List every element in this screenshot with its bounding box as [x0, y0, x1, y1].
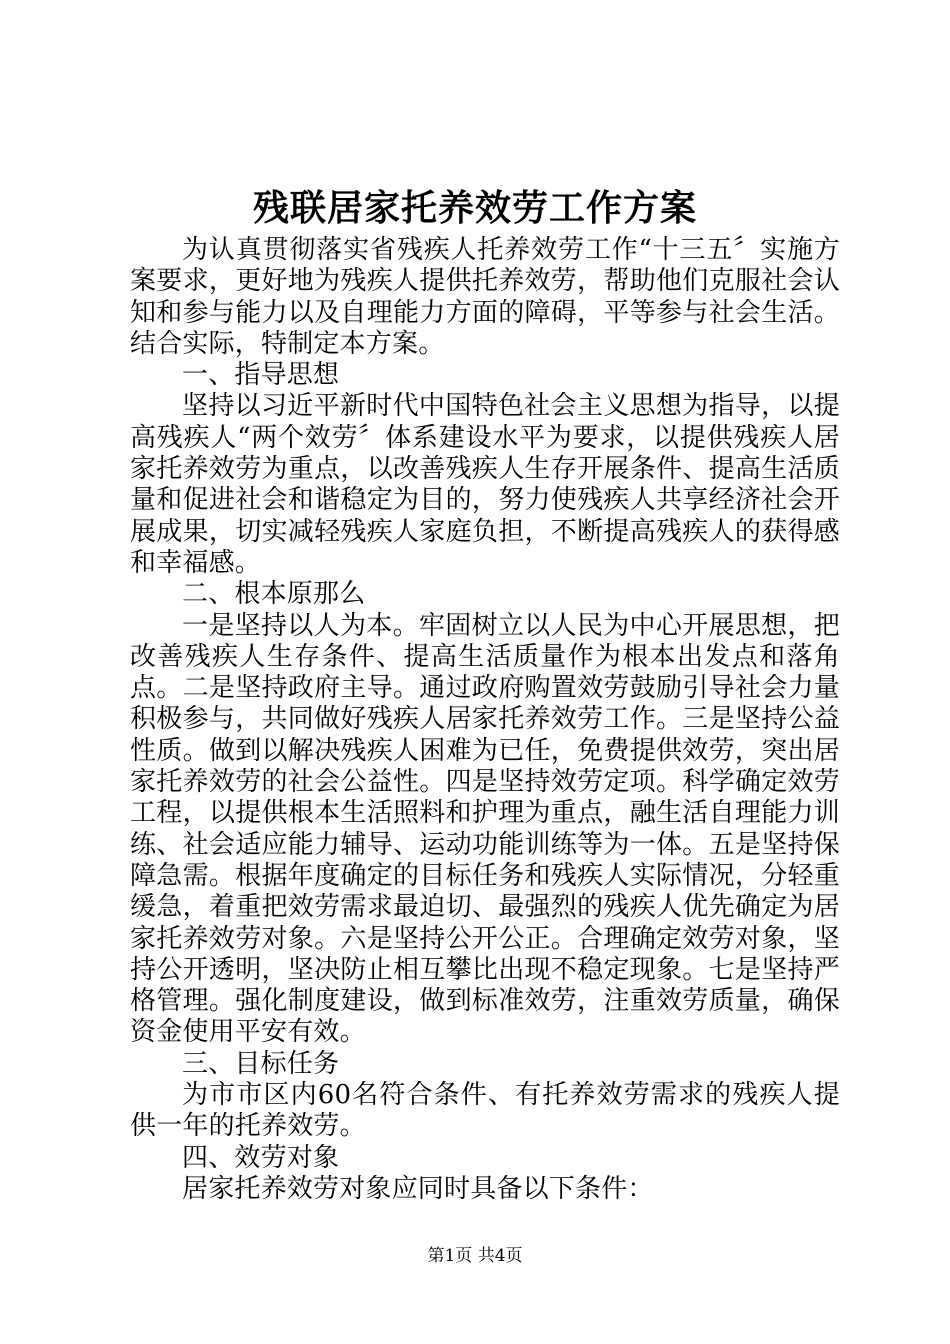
document-body — [130, 235, 840, 1205]
section-heading-principles: 二、根本原那么 — [182, 579, 366, 610]
section-heading-guiding-thought: 一、指导思想 — [182, 360, 340, 391]
service-targets-paragraph: 居家托养效劳对象应同时具备以下条件： — [182, 1173, 654, 1204]
document-title: 残联居家托养效劳工作方案 — [252, 187, 697, 229]
principles-paragraph: 一是坚持以人为本。牢固树立以人民为中心开展思想，把改善残疾人生存条件、提高生活质量作为根本出发点和落角点。二是坚持政府主导。通过政府购置效劳鼓励引导社会力量积极参与，共同做好残疾人居家托养效劳工作。三是坚持公益性质。做到以解决残疾人困难为已任，免费提供效劳，突出居家托养效劳的社会公益性。四是坚持效劳定项。科学确定效劳工程，以提供根本生活照料和护理为重点，融生活自理能力训练、社会适应能力辅导、运动功能训练等为一体。五是坚持保障急需。根据年度确定的目标任务和残疾人实际情况，分轻重缓急，着重把效劳需求最迫切、最强烈的残疾人优先确定为居家托养效劳对象。六是坚持公开公正。合理确定效劳对象，坚持公开透明，坚决防止相互攀比出现不稳定现象。七是坚持严格管理。强化制度建设，做到标准效劳，注重效劳质量，确保资金使用平安有效。 — [130, 610, 840, 1048]
section-heading-service-targets: 四、效劳对象 — [182, 1142, 340, 1173]
page-number-footer: 第1页 共4页 — [427, 1246, 523, 1266]
intro-paragraph: 为认真贯彻落实省残疾人托养效劳工作“十三五〞实施方案要求，更好地为残疾人提供托养效劳，帮助他们克服社会认知和参与能力以及自理能力方面的障碍，平等参与社会生活。结合实际，特制定本方案。 — [130, 235, 840, 359]
section-heading-goals: 三、目标任务 — [182, 1048, 340, 1079]
guiding-thought-paragraph: 坚持以习近平新时代中国特色社会主义思想为指导，以提高残疾人“两个效劳〞体系建设水平为要求，以提供残疾人居家托养效劳为重点，以改善残疾人生存开展条件、提高生活质量和促进社会和谐稳定为目的，努力使残疾人共享经济社会开展成果，切实减轻残疾人家庭负担，不断提高残疾人的获得感和幸福感。 — [130, 391, 840, 578]
goals-paragraph: 为市市区内60名符合条件、有托养效劳需求的残疾人提供一年的托养效劳。 — [130, 1080, 840, 1142]
